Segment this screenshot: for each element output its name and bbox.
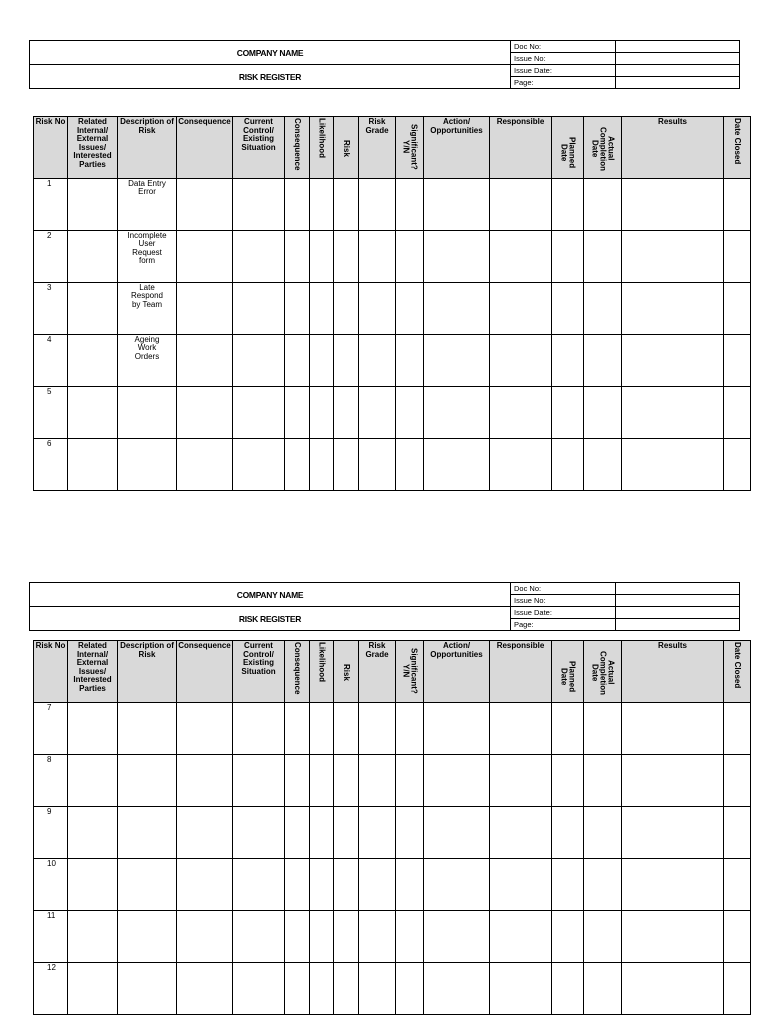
table-cell[interactable]: [552, 438, 584, 490]
table-cell[interactable]: [424, 962, 490, 1014]
table-cell[interactable]: [334, 386, 359, 438]
table-row: [34, 334, 751, 386]
issue-date-value[interactable]: [616, 607, 740, 619]
col-significant: Significant? Y/N: [396, 641, 424, 703]
table-cell[interactable]: [233, 910, 285, 962]
table-cell[interactable]: [68, 754, 118, 806]
table-cell[interactable]: [359, 910, 396, 962]
table-cell[interactable]: [724, 230, 751, 282]
table-cell[interactable]: [490, 230, 552, 282]
table-cell[interactable]: [584, 702, 622, 754]
col-likelihood: Likelihood: [310, 641, 334, 703]
risk-register-table-1: [33, 116, 751, 491]
col-related-issues: Related Internal/ External Issues/ Interested Parties: [68, 117, 118, 179]
table-cell[interactable]: [724, 962, 751, 1014]
table-cell[interactable]: [396, 806, 424, 858]
col-risk: Risk: [334, 117, 359, 179]
table-cell[interactable]: [724, 858, 751, 910]
table-cell[interactable]: [177, 178, 233, 230]
table-cell[interactable]: [584, 282, 622, 334]
table-cell[interactable]: [233, 806, 285, 858]
issue-date-value[interactable]: [616, 65, 740, 77]
table-cell[interactable]: [396, 178, 424, 230]
table-cell[interactable]: [724, 334, 751, 386]
table-cell[interactable]: [310, 386, 334, 438]
risk-no-cell: 6: [34, 438, 68, 490]
issue-no-label: Issue No:: [511, 595, 616, 607]
table-cell[interactable]: [490, 438, 552, 490]
table-cell[interactable]: [177, 962, 233, 1014]
table-cell[interactable]: [233, 702, 285, 754]
table-cell[interactable]: [622, 334, 724, 386]
table-cell[interactable]: [334, 230, 359, 282]
table-cell[interactable]: [396, 962, 424, 1014]
table-cell[interactable]: [552, 702, 584, 754]
register-title: RISK REGISTER: [30, 607, 511, 631]
table-cell[interactable]: [68, 230, 118, 282]
col-risk-grade: Risk Grade: [359, 641, 396, 703]
doc-no-value[interactable]: [616, 41, 740, 53]
table-cell[interactable]: [310, 806, 334, 858]
risk-no-cell: 9: [34, 806, 68, 858]
table-cell[interactable]: [622, 178, 724, 230]
col-consequence-score: Consequence: [285, 117, 310, 179]
table-cell[interactable]: [68, 334, 118, 386]
col-actual-completion: Actual Completion Date: [584, 641, 622, 703]
col-description: Description of Risk: [118, 117, 177, 179]
table-cell[interactable]: [584, 438, 622, 490]
table-cell[interactable]: [396, 334, 424, 386]
table-cell[interactable]: [310, 754, 334, 806]
col-action: Action/ Opportunities: [424, 117, 490, 179]
table-cell[interactable]: [424, 806, 490, 858]
table-cell[interactable]: [233, 962, 285, 1014]
table-cell[interactable]: [724, 702, 751, 754]
table-cell[interactable]: [359, 858, 396, 910]
table-cell[interactable]: [310, 178, 334, 230]
table-cell[interactable]: [359, 962, 396, 1014]
table-cell[interactable]: [233, 178, 285, 230]
table-cell[interactable]: [334, 334, 359, 386]
header-row: [34, 117, 751, 179]
col-risk-grade: Risk Grade: [359, 117, 396, 179]
risk-description-cell[interactable]: [118, 806, 177, 858]
table-cell[interactable]: [622, 702, 724, 754]
table-cell[interactable]: [233, 334, 285, 386]
document-header-2: [29, 582, 740, 631]
table-cell[interactable]: [310, 334, 334, 386]
table-cell[interactable]: [233, 282, 285, 334]
table-cell[interactable]: [584, 806, 622, 858]
col-date-closed: Date Closed: [724, 641, 751, 703]
table-cell[interactable]: [424, 334, 490, 386]
risk-description-cell[interactable]: Late Respond by Team: [118, 282, 177, 334]
table-row: [34, 702, 751, 754]
risk-no-cell: 7: [34, 702, 68, 754]
table-cell[interactable]: [359, 754, 396, 806]
table-cell[interactable]: [584, 858, 622, 910]
company-name: COMPANY NAME: [30, 583, 511, 607]
table-cell[interactable]: [359, 282, 396, 334]
table-cell[interactable]: [490, 806, 552, 858]
table-cell[interactable]: [622, 962, 724, 1014]
table-cell[interactable]: [490, 702, 552, 754]
risk-description-cell[interactable]: Incomplete User Request form: [118, 230, 177, 282]
table-cell[interactable]: [285, 858, 310, 910]
col-consequence: Consequence: [177, 641, 233, 703]
table-cell[interactable]: [724, 386, 751, 438]
table-cell[interactable]: [68, 178, 118, 230]
table-cell[interactable]: [233, 230, 285, 282]
col-current-control: Current Control/ Existing Situation: [233, 117, 285, 179]
table-cell[interactable]: [285, 962, 310, 1014]
table-cell[interactable]: [310, 962, 334, 1014]
register-title: RISK REGISTER: [30, 65, 511, 89]
table-cell[interactable]: [724, 754, 751, 806]
table-cell[interactable]: [552, 910, 584, 962]
issue-date-label: Issue Date:: [511, 607, 616, 619]
table-cell[interactable]: [177, 754, 233, 806]
risk-no-cell: 2: [34, 230, 68, 282]
table-cell[interactable]: [68, 702, 118, 754]
table-cell[interactable]: [285, 282, 310, 334]
risk-description-cell[interactable]: [118, 910, 177, 962]
col-description: Description of Risk: [118, 641, 177, 703]
table-cell[interactable]: [552, 178, 584, 230]
table-cell[interactable]: [359, 806, 396, 858]
table-cell[interactable]: [285, 438, 310, 490]
col-likelihood: Likelihood: [310, 117, 334, 179]
risk-description-cell[interactable]: [118, 962, 177, 1014]
table-cell[interactable]: [490, 754, 552, 806]
table-cell[interactable]: [552, 386, 584, 438]
table-cell[interactable]: [68, 386, 118, 438]
table-cell[interactable]: [310, 438, 334, 490]
col-risk: Risk: [334, 641, 359, 703]
issue-no-value[interactable]: [616, 53, 740, 65]
col-significant: Significant? Y/N: [396, 117, 424, 179]
issue-no-value[interactable]: [616, 595, 740, 607]
table-cell[interactable]: [724, 806, 751, 858]
table-cell[interactable]: [424, 858, 490, 910]
table-cell[interactable]: [622, 438, 724, 490]
document-header-1: [29, 40, 740, 89]
table-cell[interactable]: [552, 230, 584, 282]
table-cell[interactable]: [285, 334, 310, 386]
table-cell[interactable]: [68, 962, 118, 1014]
table-cell[interactable]: [724, 178, 751, 230]
risk-no-cell: 12: [34, 962, 68, 1014]
risk-description-cell[interactable]: [118, 858, 177, 910]
table-cell[interactable]: [490, 910, 552, 962]
col-planned-date: Planned Date: [552, 117, 584, 179]
table-cell[interactable]: [177, 334, 233, 386]
table-cell[interactable]: [177, 438, 233, 490]
table-row: [34, 230, 751, 282]
issue-date-label: Issue Date:: [511, 65, 616, 77]
table-cell[interactable]: [285, 910, 310, 962]
table-cell[interactable]: [584, 754, 622, 806]
table-cell[interactable]: [285, 230, 310, 282]
table-cell[interactable]: [285, 754, 310, 806]
table-cell[interactable]: [334, 438, 359, 490]
table-cell[interactable]: [177, 282, 233, 334]
risk-no-cell: 3: [34, 282, 68, 334]
table-cell[interactable]: [233, 858, 285, 910]
risk-description-cell[interactable]: [118, 386, 177, 438]
risk-description-cell[interactable]: [118, 754, 177, 806]
risk-no-cell: 4: [34, 334, 68, 386]
risk-description-cell[interactable]: Data Entry Error: [118, 178, 177, 230]
table-cell[interactable]: [285, 178, 310, 230]
table-cell[interactable]: [233, 438, 285, 490]
table-cell[interactable]: [334, 858, 359, 910]
table-cell[interactable]: [424, 438, 490, 490]
table-cell[interactable]: [424, 386, 490, 438]
table-cell[interactable]: [724, 910, 751, 962]
doc-no-value[interactable]: [616, 583, 740, 595]
doc-no-label: Doc No:: [511, 583, 616, 595]
table-cell[interactable]: [359, 386, 396, 438]
table-row: [34, 438, 751, 490]
col-responsible: Responsible: [490, 117, 552, 179]
table-cell[interactable]: [68, 858, 118, 910]
table-cell[interactable]: [310, 282, 334, 334]
table-cell[interactable]: [177, 230, 233, 282]
table-cell[interactable]: [424, 910, 490, 962]
col-planned-date: Planned Date: [552, 641, 584, 703]
table-cell[interactable]: [622, 282, 724, 334]
table-cell[interactable]: [359, 178, 396, 230]
col-consequence-score: Consequence: [285, 641, 310, 703]
col-risk-no: Risk No: [34, 641, 68, 703]
table-cell[interactable]: [334, 754, 359, 806]
table-cell[interactable]: [310, 230, 334, 282]
risk-description-cell[interactable]: Ageing Work Orders: [118, 334, 177, 386]
table-cell[interactable]: [552, 962, 584, 1014]
table-cell[interactable]: [424, 282, 490, 334]
table-cell[interactable]: [310, 910, 334, 962]
table-cell[interactable]: [68, 910, 118, 962]
table-cell[interactable]: [584, 230, 622, 282]
table-cell[interactable]: [552, 754, 584, 806]
doc-no-label: Doc No:: [511, 41, 616, 53]
table-cell[interactable]: [310, 702, 334, 754]
table-cell[interactable]: [724, 282, 751, 334]
table-cell[interactable]: [552, 282, 584, 334]
table-row: [34, 910, 751, 962]
table-cell[interactable]: [424, 178, 490, 230]
col-results: Results: [622, 641, 724, 703]
table-cell[interactable]: [285, 806, 310, 858]
risk-description-cell[interactable]: [118, 702, 177, 754]
register-body-1: [34, 178, 751, 490]
col-responsible: Responsible: [490, 641, 552, 703]
col-action: Action/ Opportunities: [424, 641, 490, 703]
table-cell[interactable]: [68, 282, 118, 334]
table-cell[interactable]: [584, 334, 622, 386]
table-cell[interactable]: [424, 230, 490, 282]
header-row: [34, 641, 751, 703]
table-row: [34, 282, 751, 334]
table-cell[interactable]: [177, 806, 233, 858]
table-cell[interactable]: [490, 386, 552, 438]
table-cell[interactable]: [285, 702, 310, 754]
table-cell[interactable]: [584, 962, 622, 1014]
page-label: Page:: [511, 77, 616, 89]
table-cell[interactable]: [359, 230, 396, 282]
table-cell[interactable]: [396, 702, 424, 754]
table-row: [34, 754, 751, 806]
table-cell[interactable]: [396, 230, 424, 282]
table-cell[interactable]: [334, 962, 359, 1014]
page-label: Page:: [511, 619, 616, 631]
table-row: [34, 178, 751, 230]
table-cell[interactable]: [359, 438, 396, 490]
table-cell[interactable]: [285, 386, 310, 438]
col-risk-no: Risk No: [34, 117, 68, 179]
register-body-2: [34, 702, 751, 1014]
table-cell[interactable]: [552, 858, 584, 910]
table-row: [34, 858, 751, 910]
table-cell[interactable]: [490, 334, 552, 386]
table-cell[interactable]: [177, 910, 233, 962]
table-cell[interactable]: [334, 282, 359, 334]
table-cell[interactable]: [68, 438, 118, 490]
table-cell[interactable]: [584, 910, 622, 962]
table-cell[interactable]: [622, 754, 724, 806]
table-cell[interactable]: [396, 910, 424, 962]
table-cell[interactable]: [490, 178, 552, 230]
risk-no-cell: 5: [34, 386, 68, 438]
table-cell[interactable]: [424, 702, 490, 754]
table-cell[interactable]: [334, 178, 359, 230]
col-current-control: Current Control/ Existing Situation: [233, 641, 285, 703]
table-cell[interactable]: [396, 386, 424, 438]
table-cell[interactable]: [68, 806, 118, 858]
risk-description-cell[interactable]: [118, 438, 177, 490]
table-cell[interactable]: [490, 962, 552, 1014]
table-cell[interactable]: [359, 334, 396, 386]
table-cell[interactable]: [310, 858, 334, 910]
risk-no-cell: 1: [34, 178, 68, 230]
table-cell[interactable]: [396, 754, 424, 806]
table-cell[interactable]: [334, 702, 359, 754]
table-cell[interactable]: [724, 438, 751, 490]
risk-no-cell: 10: [34, 858, 68, 910]
table-cell[interactable]: [177, 858, 233, 910]
table-row: [34, 386, 751, 438]
table-cell[interactable]: [233, 754, 285, 806]
table-cell[interactable]: [334, 806, 359, 858]
table-cell[interactable]: [396, 438, 424, 490]
col-related-issues: Related Internal/ External Issues/ Interested Parties: [68, 641, 118, 703]
col-results: Results: [622, 117, 724, 179]
table-row: [34, 962, 751, 1014]
issue-no-label: Issue No:: [511, 53, 616, 65]
table-cell[interactable]: [490, 282, 552, 334]
table-cell[interactable]: [233, 386, 285, 438]
table-cell[interactable]: [334, 910, 359, 962]
page-value[interactable]: [616, 77, 740, 89]
table-cell[interactable]: [396, 858, 424, 910]
table-cell[interactable]: [424, 754, 490, 806]
table-cell[interactable]: [622, 910, 724, 962]
page-value[interactable]: [616, 619, 740, 631]
table-cell[interactable]: [622, 806, 724, 858]
table-cell[interactable]: [622, 230, 724, 282]
table-cell[interactable]: [359, 702, 396, 754]
table-cell[interactable]: [177, 702, 233, 754]
table-cell[interactable]: [584, 178, 622, 230]
table-cell[interactable]: [490, 858, 552, 910]
table-row: [34, 806, 751, 858]
table-cell[interactable]: [584, 386, 622, 438]
risk-no-cell: 8: [34, 754, 68, 806]
table-cell[interactable]: [622, 858, 724, 910]
col-actual-completion: Actual Completion Date: [584, 117, 622, 179]
col-consequence: Consequence: [177, 117, 233, 179]
col-date-closed: Date Closed: [724, 117, 751, 179]
company-name: COMPANY NAME: [30, 41, 511, 65]
risk-register-table-2: [33, 640, 751, 1015]
table-cell[interactable]: [396, 282, 424, 334]
table-cell[interactable]: [622, 386, 724, 438]
risk-no-cell: 11: [34, 910, 68, 962]
table-cell[interactable]: [552, 334, 584, 386]
table-cell[interactable]: [177, 386, 233, 438]
table-cell[interactable]: [552, 806, 584, 858]
